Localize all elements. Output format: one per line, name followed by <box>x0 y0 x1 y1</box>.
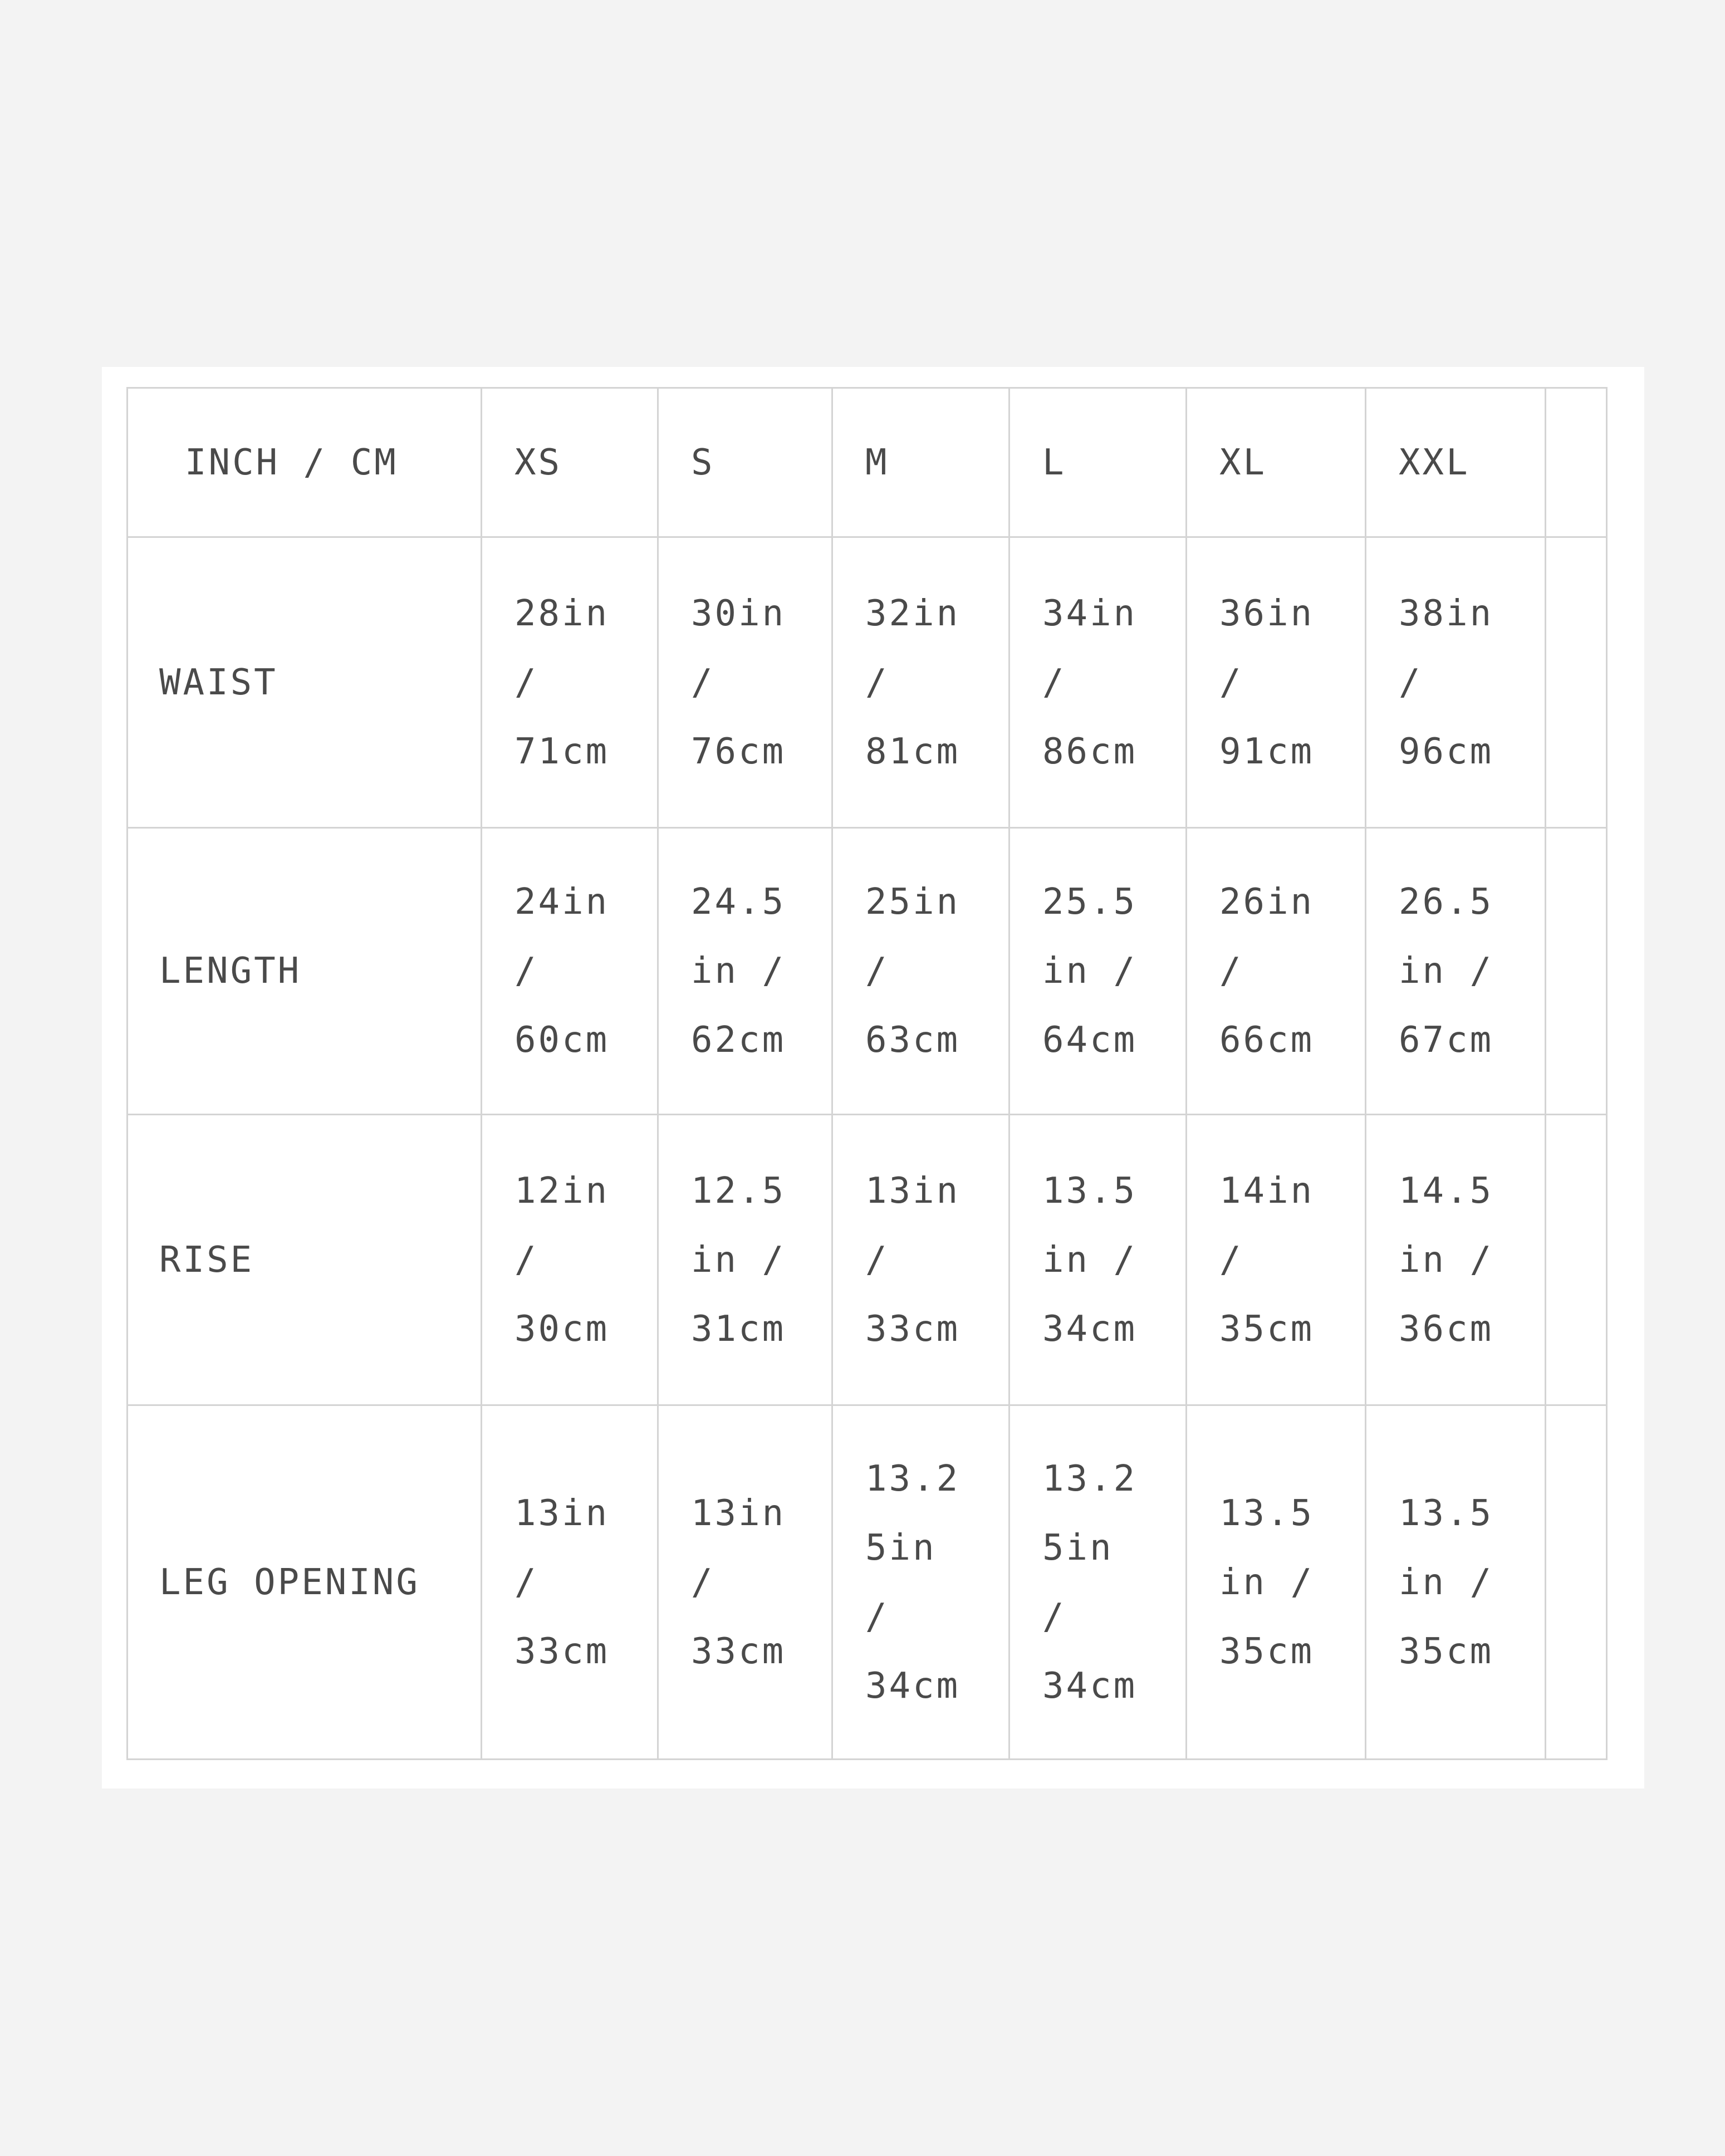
size-header-l: L <box>1009 388 1187 537</box>
table-cell: 13in / 33cm <box>832 1115 1009 1405</box>
table-row-rise <box>128 1115 1607 1405</box>
table-cell: 13in / 33cm <box>658 1405 832 1760</box>
size-chart-table <box>126 387 1608 1760</box>
table-cell: 25in / 63cm <box>832 828 1009 1115</box>
size-chart-card <box>102 367 1644 1788</box>
table-header-row <box>128 388 1607 537</box>
size-header-m: M <box>832 388 1009 537</box>
table-cell: 34in / 86cm <box>1009 537 1187 828</box>
size-header-xs: XS <box>482 388 658 537</box>
table-cell: 14.5 in / 36cm <box>1366 1115 1546 1405</box>
table-row-waist <box>128 537 1607 828</box>
table-cell: 13.5 in / 35cm <box>1187 1405 1366 1760</box>
empty-cell <box>1546 828 1607 1115</box>
table-cell: 26.5 in / 67cm <box>1366 828 1546 1115</box>
row-label-length: LENGTH <box>128 828 482 1115</box>
table-cell: 13.2 5in / 34cm <box>832 1405 1009 1760</box>
table-cell: 32in / 81cm <box>832 537 1009 828</box>
table-cell: 30in / 76cm <box>658 537 832 828</box>
size-header-xxl: XXL <box>1366 388 1546 537</box>
size-header-s: S <box>658 388 832 537</box>
row-label-rise: RISE <box>128 1115 482 1405</box>
size-header-xl: XL <box>1187 388 1366 537</box>
empty-cell <box>1546 537 1607 828</box>
table-cell: 13.5 in / 35cm <box>1366 1405 1546 1760</box>
row-label-waist: WAIST <box>128 537 482 828</box>
table-cell: 24.5 in / 62cm <box>658 828 832 1115</box>
empty-cell <box>1546 1115 1607 1405</box>
table-cell: 25.5 in / 64cm <box>1009 828 1187 1115</box>
row-label-leg-opening: LEG OPENING <box>128 1405 482 1760</box>
table-cell: 24in / 60cm <box>482 828 658 1115</box>
table-cell: 26in / 66cm <box>1187 828 1366 1115</box>
table-cell: 12.5 in / 31cm <box>658 1115 832 1405</box>
table-cell: 13in / 33cm <box>482 1405 658 1760</box>
table-cell: 36in / 91cm <box>1187 537 1366 828</box>
table-cell: 13.5 in / 34cm <box>1009 1115 1187 1405</box>
table-cell: 28in / 71cm <box>482 537 658 828</box>
empty-cell <box>1546 1405 1607 1760</box>
empty-cell <box>1546 388 1607 537</box>
table-row-leg-opening <box>128 1405 1607 1760</box>
table-cell: 13.2 5in / 34cm <box>1009 1405 1187 1760</box>
table-cell: 38in / 96cm <box>1366 537 1546 828</box>
table-row-length <box>128 828 1607 1115</box>
table-cell: 14in / 35cm <box>1187 1115 1366 1405</box>
table-cell: 12in / 30cm <box>482 1115 658 1405</box>
unit-header-cell: INCH / CM <box>128 388 482 537</box>
